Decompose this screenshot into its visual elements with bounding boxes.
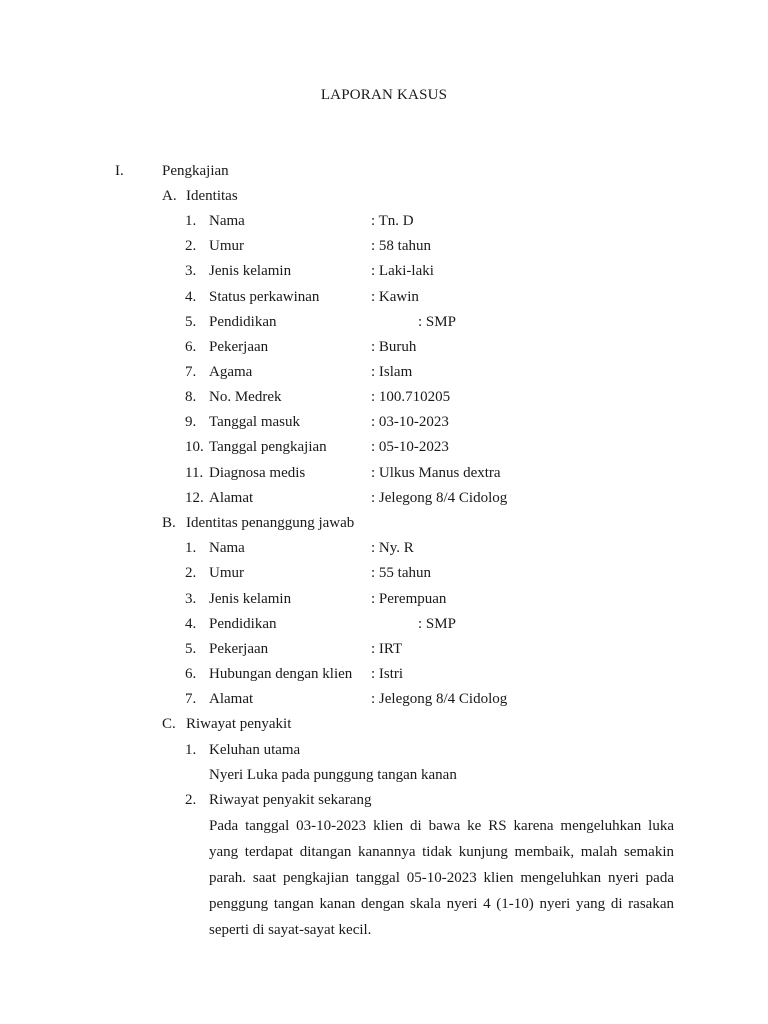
keluhan-utama-text — [0, 764, 768, 786]
item-number: 9. — [185, 414, 197, 430]
penanggung-row-pekerjaan — [0, 638, 768, 660]
identitas-row-jenis-kelamin — [0, 260, 768, 282]
item-number: 1. — [185, 213, 197, 229]
penanggung-row-alamat — [0, 688, 768, 710]
item-value: : SMP — [418, 616, 456, 632]
identitas-row-tanggal-masuk — [0, 411, 768, 433]
item-value: : Ulkus Manus dextra — [371, 465, 501, 481]
subsection-letter: C. — [162, 716, 176, 732]
item-number: 3. — [185, 591, 197, 607]
penanggung-row-pendidikan — [0, 613, 768, 635]
item-label: Alamat — [209, 691, 254, 707]
item-value: : 03-10-2023 — [371, 414, 449, 430]
item-number: 1. — [185, 540, 197, 556]
paragraph-line: Pada tanggal 03-10-2023 klien di bawa ke RS karena mengeluhkan luka — [209, 818, 674, 834]
penanggung-row-umur — [0, 562, 768, 584]
item-value: : Ny. R — [371, 540, 414, 556]
item-value: : 55 tahun — [371, 565, 431, 581]
item-value: : 58 tahun — [371, 238, 431, 254]
subsection-riwayat-penyakit — [0, 713, 768, 735]
item-label: Keluhan utama — [209, 742, 301, 758]
item-value: : Kawin — [371, 289, 419, 305]
item-value: : Perempuan — [371, 591, 447, 607]
item-label: Umur — [209, 565, 244, 581]
item-number: 2. — [185, 792, 197, 808]
item-value: : Laki-laki — [371, 263, 434, 279]
section-heading — [0, 160, 768, 182]
subsection-letter: A. — [162, 188, 177, 204]
penanggung-row-hubungan — [0, 663, 768, 685]
item-label: Riwayat penyakit sekarang — [209, 792, 372, 808]
item-label: Nama — [209, 540, 245, 556]
item-value: : Tn. D — [371, 213, 414, 229]
item-number: 4. — [185, 616, 197, 632]
item-label: Agama — [209, 364, 253, 380]
paragraph-line: parah. saat pengkajian tanggal 05-10-2023 klien mengeluhkan nyeri pada — [209, 870, 674, 886]
subsection-penanggung-jawab — [0, 512, 768, 534]
item-label: Pekerjaan — [209, 641, 269, 657]
item-value: : SMP — [418, 314, 456, 330]
paragraph-line: penggung tangan kanan dengan skala nyeri 4 (1-10) nyeri yang di rasakan — [209, 896, 674, 912]
paragraph-line: seperti di sayat-sayat kecil. — [209, 922, 372, 938]
item-label: Hubungan dengan klien — [209, 666, 353, 682]
item-label: Tanggal masuk — [209, 414, 301, 430]
subsection-identitas — [0, 185, 768, 207]
item-number: 2. — [185, 238, 197, 254]
item-label: Umur — [209, 238, 244, 254]
paragraph-line: yang terdapat ditangan kanannya tidak kunjung membaik, malah semakin — [209, 844, 674, 860]
document-title: LAPORAN KASUS — [320, 87, 448, 103]
item-value: : Jelegong 8/4 Cidolog — [371, 691, 508, 707]
riwayat-keluhan-utama — [0, 739, 768, 761]
item-label: Pendidikan — [209, 314, 277, 330]
item-label: Diagnosa medis — [209, 465, 306, 481]
item-label: No. Medrek — [209, 389, 282, 405]
item-label: Alamat — [209, 490, 254, 506]
identitas-row-pekerjaan — [0, 336, 768, 358]
item-number: 6. — [185, 339, 197, 355]
item-value: : 100.710205 — [371, 389, 451, 405]
item-label: Tanggal pengkajian — [209, 439, 327, 455]
subsection-label: Identitas — [186, 188, 238, 204]
item-number: 6. — [185, 666, 197, 682]
section-number: I. — [115, 163, 124, 179]
identitas-row-umur — [0, 235, 768, 257]
keluhan-text: Nyeri Luka pada punggung tangan kanan — [209, 767, 457, 783]
item-value: : Buruh — [371, 339, 417, 355]
item-number: 1. — [185, 742, 197, 758]
identitas-row-agama — [0, 361, 768, 383]
identitas-row-pendidikan — [0, 311, 768, 333]
identitas-row-tanggal-pengkajian — [0, 436, 768, 458]
penanggung-row-nama — [0, 537, 768, 559]
section-label: Pengkajian — [162, 163, 229, 179]
item-label: Jenis kelamin — [209, 263, 292, 279]
item-label: Status perkawinan — [209, 289, 320, 305]
item-label: Nama — [209, 213, 245, 229]
item-value: : Jelegong 8/4 Cidolog — [371, 490, 508, 506]
item-number: 11. — [185, 465, 204, 481]
riwayat-sekarang-paragraph — [209, 813, 674, 943]
item-label: Jenis kelamin — [209, 591, 292, 607]
item-number: 3. — [185, 263, 197, 279]
subsection-label: Identitas penanggung jawab — [186, 515, 355, 531]
identitas-row-nama — [0, 210, 768, 232]
identitas-row-no-medrek — [0, 386, 768, 408]
identitas-row-status-perkawinan — [0, 286, 768, 308]
item-label: Pendidikan — [209, 616, 277, 632]
item-value: : Istri — [371, 666, 404, 682]
item-value: : 05-10-2023 — [371, 439, 449, 455]
item-number: 8. — [185, 389, 197, 405]
identitas-row-alamat — [0, 487, 768, 509]
item-number: 5. — [185, 641, 197, 657]
riwayat-penyakit-sekarang — [0, 789, 768, 811]
item-number: 7. — [185, 364, 197, 380]
item-number: 12. — [185, 490, 204, 506]
item-number: 4. — [185, 289, 197, 305]
item-value: : Islam — [371, 364, 413, 380]
item-number: 2. — [185, 565, 197, 581]
subsection-letter: B. — [162, 515, 176, 531]
item-number: 7. — [185, 691, 197, 707]
item-number: 5. — [185, 314, 197, 330]
item-label: Pekerjaan — [209, 339, 269, 355]
subsection-label: Riwayat penyakit — [186, 716, 292, 732]
identitas-row-diagnosa-medis — [0, 462, 768, 484]
item-number: 10. — [185, 439, 204, 455]
penanggung-row-jenis-kelamin — [0, 588, 768, 610]
item-value: : IRT — [371, 641, 403, 657]
